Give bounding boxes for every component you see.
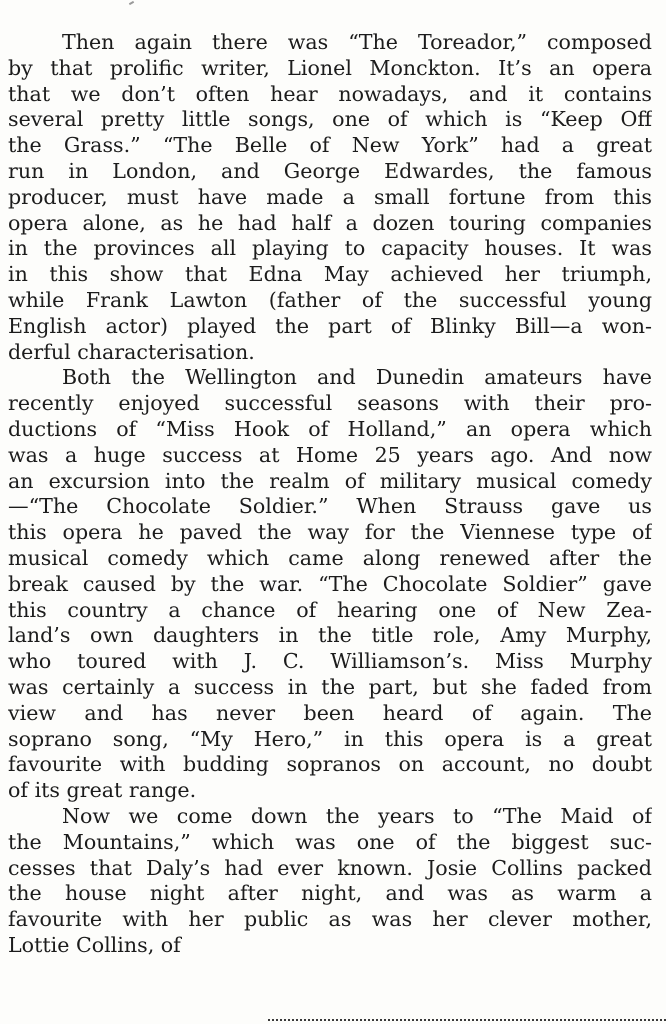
paragraph-1-line-11: while Frank Lawton (father of the successful young xyxy=(8,287,652,312)
paragraph-1-line-7: producer, must have made a small fortune from this xyxy=(8,184,652,209)
paragraph-2-line-3: ductions of “Miss Hook of Holland,” an opera which xyxy=(8,416,652,441)
paragraph-2-line-10: this country a chance of hearing one of New Zea- xyxy=(8,597,652,622)
paragraph-2-line-7: this opera he paved the way for the Viennese type of xyxy=(8,520,652,545)
paragraph-3-line-2: the Mountains,” which was one of the biggest suc- xyxy=(8,829,652,854)
paragraph-2-line-14: view and has never been heard of again. The xyxy=(8,700,652,725)
paragraph-2-line-13: was certainly a success in the part, but she faded from xyxy=(8,674,652,699)
paragraph-1-line-8: opera alone, as he had half a dozen touring companies xyxy=(8,210,652,235)
paragraph-1-line-1: Then again there was “The Toreador,” composed xyxy=(62,30,652,54)
paragraph-3-line-5: favourite with her public as was her clever mother, xyxy=(8,907,652,932)
paragraph-1-line-5: the Grass.” “The Belle of New York” had a great xyxy=(8,133,652,158)
paragraph-2-line-17: of its great range. xyxy=(8,778,197,803)
paragraph-3-line-6: Lottie Collins, of xyxy=(8,932,181,957)
paragraph-1-line-2: by that prolific writer, Lionel Monckton. It’s an opera xyxy=(8,55,652,80)
paragraph-1-line-10: in this show that Edna May achieved her triumph, xyxy=(8,262,652,287)
paragraph-2-line-8: musical comedy which came along renewed after the xyxy=(8,545,652,570)
dotted-rule xyxy=(268,1019,666,1021)
paragraph-2-line-9: break caused by the war. “The Chocolate Soldier” gave xyxy=(8,571,652,596)
paragraph-2-line-4: was a huge success at Home 25 years ago. And now xyxy=(8,442,652,467)
paragraph-2-line-12: who toured with J. C. Williamson’s. Miss Murphy xyxy=(8,649,652,674)
paragraph-3-line-3: cesses that Daly’s had ever known. Josie Collins packed xyxy=(8,855,652,880)
paragraph-2-line-6: —“The Chocolate Soldier.” When Strauss gave us xyxy=(8,494,652,519)
paragraph-2-line-16: favourite with budding sopranos on account, no doubt xyxy=(8,752,652,777)
paragraph-2-line-5: an excursion into the realm of military musical comedy xyxy=(8,468,652,493)
paragraph-1-line-4: several pretty little songs, one of which is “Keep Off xyxy=(8,107,652,132)
paragraph-3-line-1: Now we come down the years to “The Maid of xyxy=(62,803,652,828)
paragraph-2-line-2: recently enjoyed successful seasons with their pro- xyxy=(8,391,652,416)
paragraph-2-line-15: soprano song, “My Hero,” in this opera is a great xyxy=(8,726,652,751)
paragraph-1-line-3: that we don’t often hear nowadays, and it contains xyxy=(8,81,652,106)
article-column xyxy=(8,30,652,959)
paragraph-1-line-13: derful characterisation. xyxy=(8,339,255,364)
paragraph-1-line-9: in the provinces all playing to capacity houses. It was xyxy=(8,236,652,261)
scan-speck xyxy=(129,1,134,5)
paragraph-2-line-11: land’s own daughters in the title role, Amy Murphy, xyxy=(8,623,652,648)
paragraph-1-line-12: English actor) played the part of Blinky Bill—a won- xyxy=(8,313,652,338)
paragraph-1-line-6: run in London, and George Edwardes, the famous xyxy=(8,158,652,183)
paragraph-3-line-4: the house night after night, and was as warm a xyxy=(8,881,652,906)
paragraph-2-line-1: Both the Wellington and Dunedin amateurs have xyxy=(62,365,652,390)
